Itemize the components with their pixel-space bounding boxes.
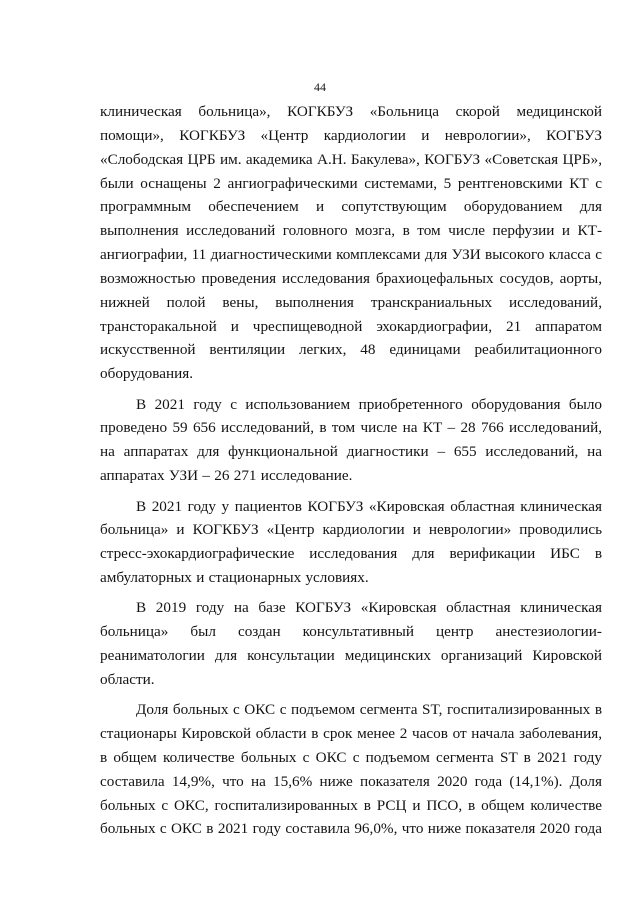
paragraph-acs-share: Доля больных с ОКС с подъемом сегмента ST, госпитализированных в стационары Кировской области в срок менее 2 часов от начала заболевания, в общем количестве больных с ОКС с подъемом сегмента ST в 2021 году составила 14,9%, что на 15,6% ниже показателя 2020 года (14,1%). Доля больных с ОКС, госпитализированных в РСЦ и ПСО, в общем количестве больных с ОКС в 2021 году составила 96,0%, что ниже показателя 2020 года (100, 701, 602, 838)
paragraph-equipment-continued: клиническая больница», КОГКБУЗ «Больница скорой медицинской помощи», КОГКБУЗ «Центр кардиологии и неврологии», КОГБУЗ «Слободская ЦРБ им. академика А.Н. Бакулева», КОГБУЗ «Советская ЦРБ», были оснащены 2 ангиографическими системами, 5 рентгеновскими КТ с программным обеспечением и сопутствующим оборудованием для выполнения исследований головного мозга, в том числе перфузии и КТ-ангиографии, 11 диагностическими комплексами для УЗИ высокого класса с возможностью проведения исследования брахиоцефальных сосудов, аорты, нижней полой вены, выполнения транскраниальных исследований, трансторакальной и чреспищеводной эхокардиографии, 21 аппаратом искусственной вентиляции легких, 48 единицами реабилитационного оборудования. (100, 103, 602, 383)
paragraph-stress-echo: В 2021 году у пациентов КОГБУЗ «Кировская областная клиническая больница» и КОГКБУЗ «Центр кардиологии и неврологии» проводились стресс-эхокардиографические исследования для верификации ИБС в амбулаторных и стационарных условиях. (100, 497, 602, 587)
body-text (100, 100, 602, 841)
page-number: 44 (314, 80, 326, 94)
paragraph-consulting-center: В 2019 году на базе КОГБУЗ «Кировская областная клиническая больница» был создан консультативный центр анестезиологии-реаниматологии для консультации медицинских организаций Кировской области. (100, 599, 602, 688)
paragraph-examinations-2021: В 2021 году с использованием приобретенного оборудования было проведено 59 656 исследований, в том числе на КТ – 28 766 исследований, на аппаратах для функциональной диагностики – 655 исследований, на аппаратах УЗИ – 26 271 исследование. (100, 395, 602, 485)
